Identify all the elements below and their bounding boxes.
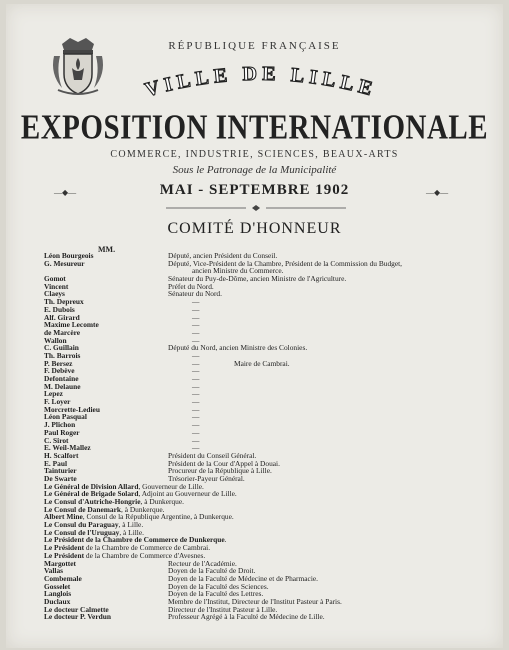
list-item <box>44 413 504 421</box>
patronage-line: Sous le Patronage de la Municipalité <box>172 164 337 176</box>
member-title: Directeur de l'Institut Pasteur à Lille. <box>168 604 278 614</box>
member-title: , à Lille. <box>119 527 144 537</box>
list-item <box>44 560 504 568</box>
member-name: C. Sirot <box>44 435 69 445</box>
member-name: Tainturier <box>44 466 77 476</box>
member-name: Vallas <box>44 566 64 576</box>
member-name: Claeys <box>44 289 65 299</box>
member-name: Léon Pasqual <box>44 412 87 422</box>
member-title: , Gouverneur de Lille. <box>138 481 204 491</box>
member-name: Le Président <box>44 550 85 560</box>
member-name: Margottet <box>44 558 77 568</box>
ditto-dash: — <box>192 358 200 368</box>
member-name: M. Delaune <box>44 381 81 391</box>
list-item <box>44 444 504 452</box>
member-name: Vincent <box>44 281 69 291</box>
member-title: Professeur Agrégé à la Faculté de Médecine de Lille. <box>168 612 325 622</box>
member-name: Alf. Girard <box>44 312 80 322</box>
ditto-dash: — <box>192 412 200 422</box>
member-title: , à Dunkerque. <box>140 497 185 506</box>
exposition-title: EXPOSITION INTERNATIONALE <box>20 108 489 148</box>
member-title: , à Lille. <box>118 520 144 530</box>
member-name: Th. Barrois <box>44 350 81 360</box>
member-title: de la Chambre de Commerce de Cambrai. <box>84 543 211 553</box>
ditto-dash: — <box>192 366 200 376</box>
ville-text: VILLE DE LILLE <box>142 62 380 102</box>
list-item <box>44 383 504 391</box>
ditto-dash: — <box>192 320 200 330</box>
ditto-dash: — <box>192 381 200 391</box>
svg-text:VILLE DE LILLE <box>143 63 380 101</box>
member-name: F. Debève <box>44 366 75 376</box>
member-title: Sénateur du Puy-de-Dôme, ancien Ministre de l'Agriculture. <box>168 274 347 284</box>
member-name: E. Weil-Mallez <box>44 443 91 453</box>
member-title: Doyen de la Faculté de Droit. <box>168 566 256 576</box>
member-name: C. Guillain <box>44 343 79 353</box>
member-name: Langlois <box>44 589 72 599</box>
list-item <box>44 275 504 283</box>
member-name: P. Bersez <box>44 358 73 368</box>
member-name: Le Consul de Danemark <box>44 504 121 514</box>
member-name: Le Général de Division Allard <box>44 481 139 491</box>
list-item <box>44 460 504 468</box>
member-title: Député, ancien Président du Conseil. <box>168 251 278 260</box>
ditto-dash: — <box>192 435 200 445</box>
list-item <box>44 613 504 621</box>
member-title: ancien Ministre du Commerce. <box>192 266 284 276</box>
mm-label: MM. <box>98 245 116 254</box>
member-name: Léon Bourgeois <box>44 251 94 260</box>
member-title: Doyen de la Faculté de Médecine et de Pharmacie. <box>168 573 319 583</box>
member-title: Député, Vice-Président de la Chambre, Président de la Commission du Budget, <box>168 258 403 268</box>
member-name: Combemale <box>44 573 82 583</box>
member-title: de la Chambre de Commerce d'Avesnes. <box>84 550 206 560</box>
member-title: Doyen de la Faculté des Lettres. <box>168 589 264 599</box>
member-name: Lepez <box>44 389 63 399</box>
list-item <box>44 321 504 329</box>
list-item <box>44 367 504 375</box>
list-item <box>44 467 504 475</box>
member-name: H. Scalfort <box>44 450 79 460</box>
member-title: , Adjoint au Gouverneur de Lille. <box>138 489 237 499</box>
member-name: E. Dubois <box>44 304 75 314</box>
member-title: Préfet du Nord. <box>168 281 214 291</box>
list-item <box>44 398 504 406</box>
member-name: Le docteur Calmette <box>44 604 109 614</box>
member-name: Morcrette-Ledieu <box>44 404 100 414</box>
member-title: Président du Conseil Général. <box>168 450 257 460</box>
list-item <box>44 437 504 445</box>
list-item <box>44 298 504 306</box>
member-title: Doyen de la Faculté des Sciences. <box>168 581 269 591</box>
list-item <box>44 583 504 591</box>
member-name: Paul Roger <box>44 427 80 437</box>
member-name: Defontaine <box>44 374 79 383</box>
list-item <box>44 552 504 560</box>
list-item <box>44 314 504 322</box>
comite-heading: COMITÉ D'HONNEUR <box>167 220 342 237</box>
ditto-dash: — <box>192 389 200 399</box>
list-item <box>44 421 504 429</box>
list-item <box>44 375 504 383</box>
member-name: de Marcère <box>44 327 81 337</box>
list-item <box>44 429 504 437</box>
member-name: Wallon <box>44 335 67 345</box>
member-title: Trésorier-Payeur Général. <box>168 473 245 483</box>
member-title: Recteur de l'Académie. <box>168 558 237 568</box>
member-name: Gomot <box>44 274 66 284</box>
member-name: F. Loyer <box>44 397 71 407</box>
ditto-dash: — <box>192 327 200 337</box>
member-title: , à Dunkerque. <box>121 504 165 514</box>
member-name: Le Président de la Chambre de Commerce de Dunkerque <box>44 535 225 545</box>
member-name: Duclaux <box>44 596 71 606</box>
member-name: J. Plichon <box>44 420 76 430</box>
member-name: Le Consul de l'Uruguay <box>44 527 120 537</box>
member-title: , Consul de la République Argentine, à Dunkerque. <box>82 512 234 522</box>
ditto-dash: — <box>192 297 200 307</box>
member-title: . <box>224 535 227 545</box>
member-name: Gosselet <box>44 581 71 591</box>
ville-de-lille-arched-title <box>126 56 396 106</box>
ornament-right-icon: —◆— <box>426 188 449 197</box>
ditto-dash: — <box>192 427 200 437</box>
committee-list <box>44 252 504 621</box>
ditto-dash: — <box>192 420 200 430</box>
member-name: Th. Depreux <box>44 297 84 307</box>
list-item <box>44 283 504 291</box>
list-item <box>44 575 504 583</box>
member-name: Le Général de Brigade Solard <box>44 489 139 499</box>
member-name: Maxime Lecomte <box>44 320 99 330</box>
ditto-dash: — <box>192 304 200 314</box>
list-item <box>44 329 504 337</box>
dates-line: MAI - SEPTEMBRE 1902 <box>159 182 350 198</box>
list-item <box>44 290 504 298</box>
member-title: Procureur de la République à Lille. <box>168 466 272 476</box>
member-title: Président de la Cour d'Appel à Douai. <box>168 458 280 468</box>
list-item <box>44 406 504 414</box>
list-item <box>44 306 504 314</box>
list-item <box>44 344 504 352</box>
member-name: E. Paul <box>44 458 67 468</box>
ditto-dash: — <box>192 404 200 414</box>
divider-ornament-icon <box>166 204 346 212</box>
member-title: Membre de l'Institut, Directeur de l'Institut Pasteur à Paris. <box>168 596 342 606</box>
ditto-dash: — <box>192 335 200 345</box>
document-page <box>6 4 503 648</box>
subtitle: COMMERCE, INDUSTRIE, SCIENCES, BEAUX-ARTS <box>110 149 399 160</box>
list-item <box>44 360 504 368</box>
ditto-dash: — <box>192 443 200 453</box>
member-name: Le Président <box>44 543 85 553</box>
member-extra: Maire de Cambrai. <box>234 358 290 368</box>
member-name: De Swarte <box>44 473 77 483</box>
member-title: Sénateur du Nord. <box>168 289 222 299</box>
member-title: Député du Nord, ancien Ministre des Colonies. <box>168 343 308 353</box>
ditto-dash: — <box>192 397 200 407</box>
member-name: Albert Mine <box>44 512 83 522</box>
ditto-dash: — <box>192 350 200 360</box>
member-name: Le Consul du Paraguay <box>44 520 119 530</box>
member-name: Le docteur P. Verdun <box>44 612 111 622</box>
member-name: Le Consul d'Autriche-Hongrie <box>44 497 141 506</box>
ditto-dash: — <box>192 374 200 383</box>
ditto-dash: — <box>192 312 200 322</box>
ornament-left-icon: —◆— <box>54 188 77 197</box>
member-name: G. Mesureur <box>44 258 85 268</box>
republique-heading: RÉPUBLIQUE FRANÇAISE <box>168 40 341 52</box>
list-item <box>44 390 504 398</box>
